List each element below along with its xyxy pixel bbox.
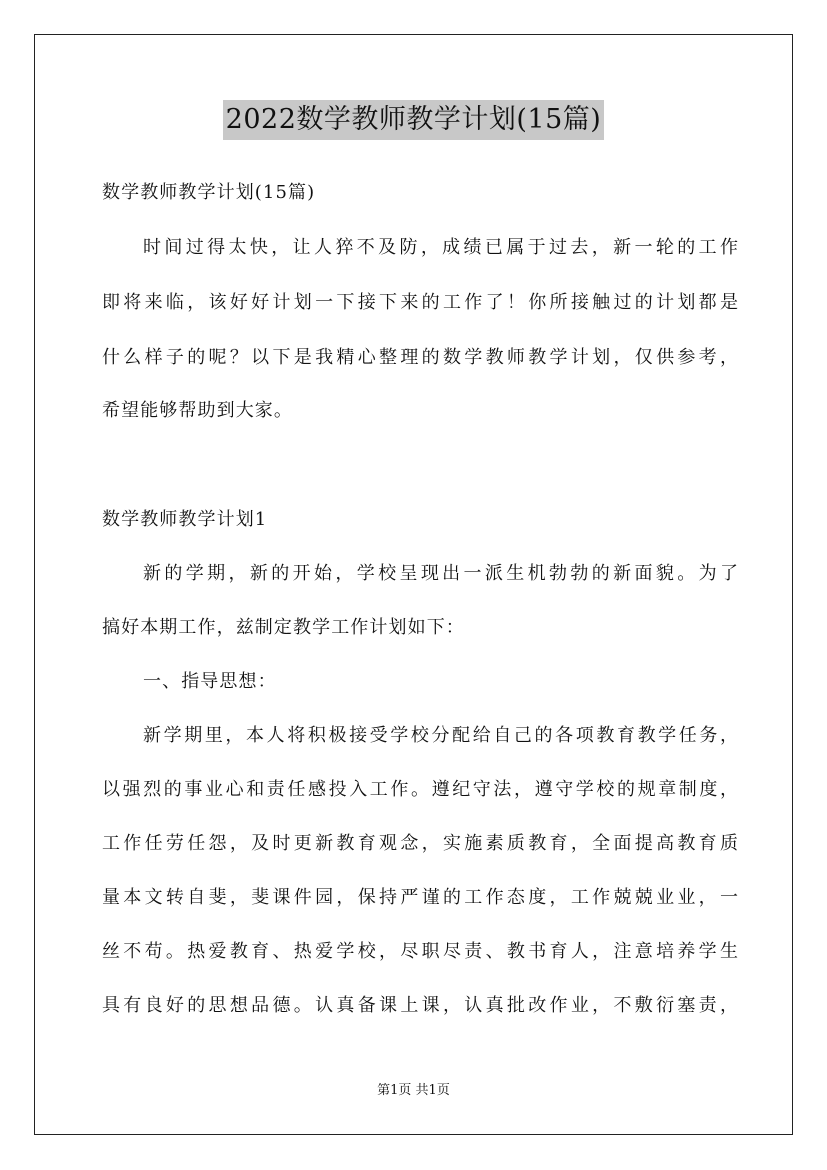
intro-line: 即将来临，该好好计划一下接下来的工作了！你所接触过的计划都是: [102, 292, 738, 313]
title-container: [0, 100, 827, 140]
body-line: 丝不苟。热爱教育、热爱学校，尽职尽责、教书育人，注意培养学生: [102, 941, 738, 962]
body-line: 具有良好的思想品德。认真备课上课，认真批改作业，不敷衍塞责，: [102, 995, 738, 1016]
document-title: 2022数学教师教学计划(15篇): [223, 100, 605, 140]
intro-line: 希望能够帮助到大家。: [102, 400, 293, 421]
body-line: 新学期里，本人将积极接受学校分配给自己的各项教育教学任务，: [143, 725, 738, 746]
body-line: 以强烈的事业心和责任感投入工作。遵纪守法，遵守学校的规章制度，: [102, 779, 738, 800]
page-number-footer: 第1页 共1页: [377, 1083, 450, 1098]
intro-line: 时间过得太快，让人猝不及防，成绩已属于过去，新一轮的工作: [143, 237, 738, 258]
subheading: 一、指导思想：: [143, 671, 277, 692]
section-intro-line: 搞好本期工作，兹制定教学工作计划如下：: [102, 617, 465, 638]
section-intro-line: 新的学期，新的开始，学校呈现出一派生机勃勃的新面貌。为了: [143, 563, 738, 584]
document-subtitle: 数学教师教学计划(15篇): [102, 182, 316, 203]
section-heading: 数学教师教学计划1: [102, 509, 268, 530]
body-line: 工作任劳任怨，及时更新教育观念，实施素质教育，全面提高教育质: [102, 833, 738, 854]
body-line: 量本文转自斐，斐课件园，保持严谨的工作态度，工作兢兢业业，一: [102, 887, 738, 908]
intro-line: 什么样子的呢？以下是我精心整理的数学教师教学计划，仅供参考，: [102, 347, 738, 368]
